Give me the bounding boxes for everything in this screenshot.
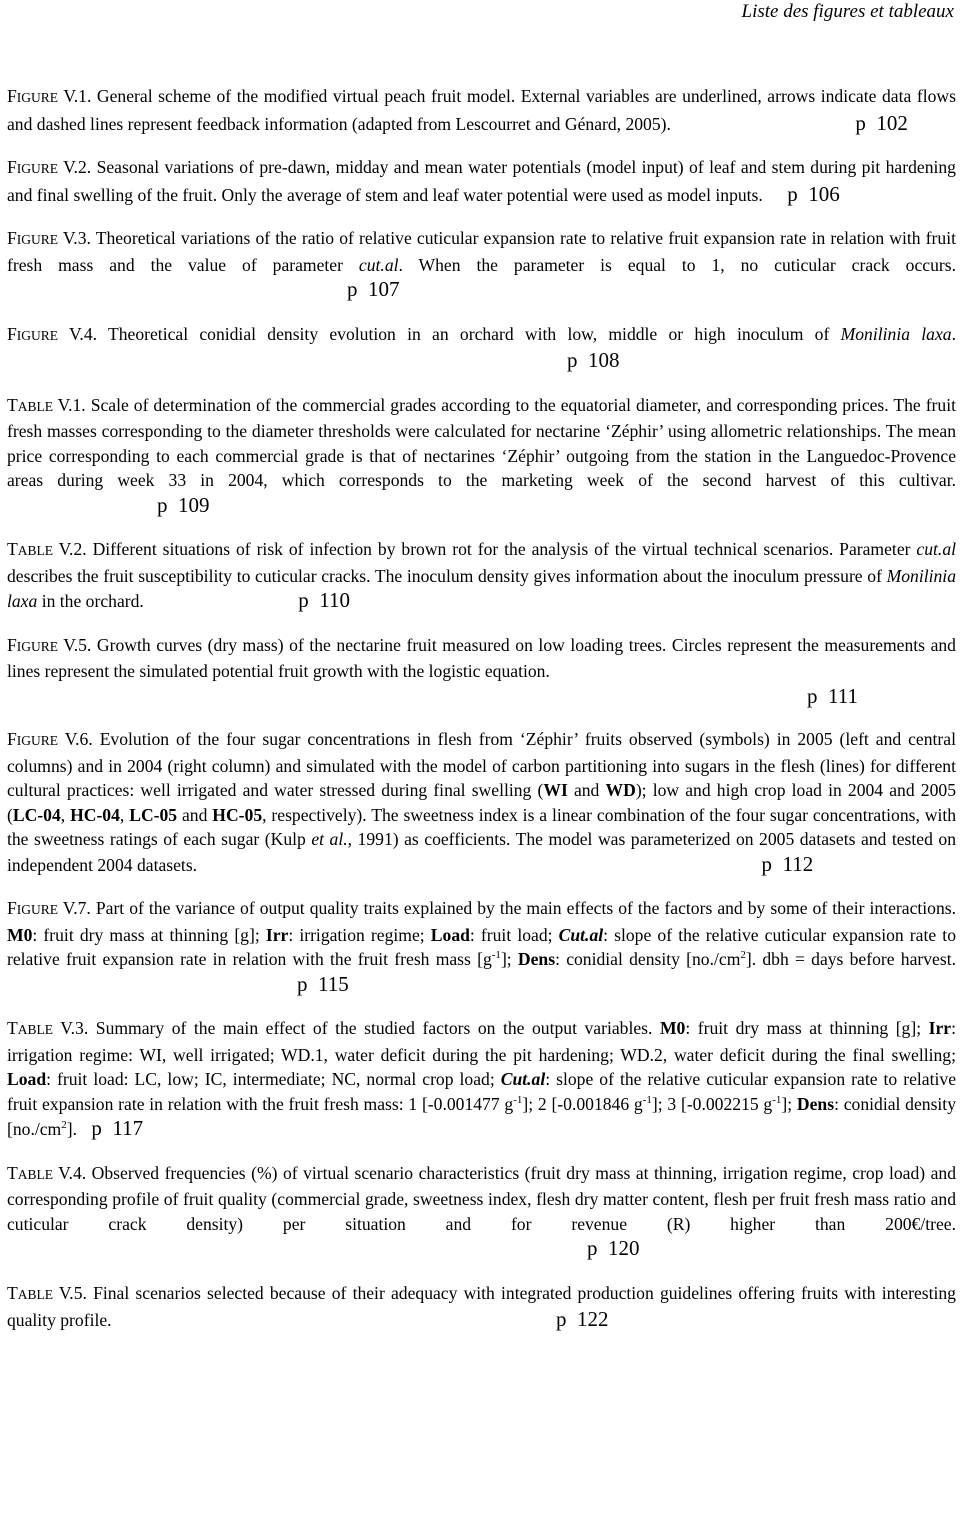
superscript: 2	[740, 949, 746, 962]
entry-caption: Evolution of the four sugar concentrations in flesh from ‘Zéphir’ fruits observed (symbols) in 2005 (left and central columns) and in 2004 (right column) and simulated with the model of carbon partitioning into sugars in the flesh (lines) for different cultural practices: well irrigated and water stressed during final swelling (	[7, 729, 956, 800]
entry-number: V.7.	[62, 898, 91, 918]
list-item	[7, 1016, 956, 1142]
entry-number: V.5.	[58, 1282, 87, 1303]
entry-caption: ];	[781, 1093, 797, 1114]
entry-caption-bold: Load	[430, 924, 470, 945]
entry-caption-italic: Monilinia laxa	[7, 565, 956, 611]
entry-kind-rest: IGURE	[16, 232, 59, 247]
entry-kind-rest: IGURE	[16, 902, 59, 917]
entry-caption-bold: Irr	[265, 924, 289, 945]
entry-caption: and	[567, 780, 606, 800]
entry-caption: Seasonal variations of pre-dawn, midday and mean water potentials (model input) of leaf and stem during pit hardening and final swelling of the fruit. Only the average of stem and leaf water potential were used as model inputs.	[7, 157, 956, 205]
entry-number: V.6.	[64, 729, 93, 749]
entry-caption-bold: LC-05	[129, 804, 178, 825]
entry-caption: Summary of the main effect of the studied factors on the output variables.	[95, 1018, 660, 1038]
entry-caption-bold: M0	[659, 1018, 686, 1038]
entry-kind-rest: IGURE	[16, 161, 59, 176]
list-item	[7, 322, 956, 374]
entry-caption: ,	[60, 804, 71, 825]
entry-caption-bold: WD	[605, 780, 636, 800]
superscript: -1	[772, 1093, 782, 1106]
superscript: -1	[642, 1093, 652, 1106]
superscript: -1	[491, 949, 501, 962]
entry-kind-initial: T	[7, 1282, 18, 1303]
entry-kind-initial: F	[7, 157, 17, 177]
entry-caption-bold: Dens	[517, 949, 556, 969]
entry-caption: Growth curves (dry mass) of the nectarine fruit measured on low loading trees. Circles represent the measurements and lines represent the simulated potential fruit growth with the logistic equation.	[7, 634, 956, 681]
page-reference[interactable]: p 122	[555, 1307, 609, 1331]
entry-caption: ];	[500, 949, 518, 969]
entry-kind-initial: T	[7, 1018, 18, 1038]
entry-caption: . When the parameter is equal to 1, no cuticular crack occurs.	[398, 254, 956, 275]
entry-caption: in the orchard.	[41, 591, 144, 611]
entry-caption-bold: M0	[7, 924, 33, 945]
page-reference[interactable]: p 120	[587, 1236, 640, 1260]
entry-caption: : conidial density [no./cm	[555, 949, 741, 969]
list-item	[7, 537, 956, 614]
entry-caption: : irrigation regime: WI, well irrigated; WD.1, water deficit during the pit hardening; WD.2, water deficit during the final swelling;	[7, 1018, 956, 1065]
list-item	[7, 226, 956, 303]
superscript: -1	[513, 1093, 523, 1106]
entry-caption-bold: LC-04	[12, 804, 61, 825]
superscript: 2	[61, 1119, 67, 1132]
page-reference[interactable]: p 109	[157, 492, 210, 517]
entry-number: V.3.	[60, 1018, 89, 1038]
entry-caption: .	[951, 323, 956, 344]
entry-kind-initial: F	[7, 228, 17, 248]
entry-kind-rest: ABLE	[17, 398, 53, 414]
entry-caption: ); low and high crop load in 2004 and 2005 (	[7, 780, 956, 825]
entry-kind-initial: F	[7, 86, 17, 106]
page-header: Liste des figures et tableaux	[741, 1, 954, 22]
entry-caption: : slope of the relative cuticular expansion rate to relative fruit expansion rate in relation with the fruit fresh mass: 1 [-0.001477 g	[7, 1069, 956, 1114]
entry-number: V.5.	[63, 634, 92, 655]
page-reference[interactable]: p 106	[787, 181, 840, 206]
entry-kind-initial: T	[7, 539, 18, 559]
entry-number: V.1.	[57, 394, 86, 415]
list-item	[7, 727, 956, 877]
entry-number: V.4.	[58, 1162, 87, 1183]
entry-caption: : fruit load;	[469, 924, 559, 945]
entry-number: V.2.	[58, 539, 87, 559]
entry-caption: ]; 2 [-0.001846 g	[522, 1093, 643, 1114]
entry-caption-italic: et al.	[311, 829, 348, 849]
list-item	[7, 633, 956, 709]
entry-caption-italic: cut.al	[358, 254, 399, 275]
page-reference[interactable]: p 102	[855, 110, 908, 135]
page-reference[interactable]: p 107	[347, 277, 400, 301]
entry-kind-rest: IGURE	[16, 638, 59, 654]
entry-caption-bold: Irr	[928, 1018, 952, 1038]
page-reference[interactable]: p 117	[91, 1116, 144, 1140]
entry-caption: ]; 3 [-0.002215 g	[651, 1093, 773, 1114]
entry-number: V.3.	[62, 228, 91, 248]
page-reference[interactable]: p 110	[298, 588, 350, 612]
entry-caption: ].	[66, 1119, 77, 1139]
page-reference[interactable]: p 111	[807, 683, 858, 708]
list-item	[7, 393, 956, 519]
entry-caption: Part of the variance of output quality traits explained by the main effects of the factors and by some of their interactions.	[95, 898, 956, 918]
entry-kind-rest: IGURE	[16, 733, 59, 748]
entry-caption-bold-italic: Cut.al	[500, 1069, 546, 1089]
entry-caption-bold: Dens	[796, 1093, 835, 1114]
entry-caption-bold: Load	[7, 1069, 47, 1089]
entry-caption: Scale of determination of the commercial grades according to the equatorial diameter, and corresponding prices. The fruit fresh masses corresponding to the diameter thresholds were calculated for nectarine ‘Zéphir’ using allometric relationships. The mean price corresponding to each commercial grade is that of nectarines ‘Zéphir’ outgoing from the station in the Languedoc-Provence areas during week 33 in 2004, which corresponds to the marketing week of the second harvest of this cultivar.	[7, 394, 956, 490]
entry-kind-initial: F	[7, 898, 17, 918]
entry-caption-bold-italic: Cut.al	[558, 924, 604, 945]
entry-number: V.2.	[63, 157, 92, 177]
entry-caption-bold: HC-05	[212, 804, 263, 825]
entry-caption: , 1991) as coefficients. The model was parameterized on 2005 datasets and tested on independent 2004 datasets.	[7, 829, 956, 875]
entry-caption: : fruit dry mass at thinning [g];	[685, 1018, 929, 1038]
entry-caption: ,	[119, 804, 130, 825]
list-of-figures-and-tables	[7, 84, 956, 1352]
entry-kind-initial: T	[7, 394, 18, 415]
entry-caption: Final scenarios selected because of their adequacy with integrated production guidelines offering fruits with interesting quality profile.	[7, 1282, 956, 1330]
entry-kind-rest: ABLE	[17, 1166, 53, 1182]
page-reference[interactable]: p 108	[567, 348, 620, 372]
page-reference[interactable]: p 112	[761, 851, 814, 876]
entry-caption-italic: Monilinia laxa	[840, 323, 952, 344]
entry-kind-initial: F	[7, 729, 17, 749]
page-reference[interactable]: p 115	[297, 971, 349, 996]
entry-caption: ]. dbh = days before harvest.	[745, 949, 956, 969]
entry-caption: : slope of the relative cuticular expansion rate to relative fruit expansion rate in relation with the fruit fresh mass [g	[7, 924, 956, 969]
entry-kind-rest: IGURE	[16, 327, 59, 343]
entry-caption: Observed frequencies (%) of virtual scenario characteristics (fruit dry mass at thinning, irrigation regime, crop load) and corresponding profile of fruit quality (commercial grade, sweetness index, flesh dry matter content, flesh per fruit fresh mass ratio and cuticular crack density) per situation and for revenue (R) higher than 200€/tree.	[7, 1162, 956, 1234]
entry-caption: Different situations of risk of infection by brown rot for the analysis of the virtual technical scenarios. Parameter	[92, 539, 911, 559]
list-item	[7, 1161, 956, 1262]
entry-kind-rest: ABLE	[17, 1022, 53, 1037]
entry-caption: : fruit load: LC, low; IC, intermediate; NC, normal crop load;	[46, 1069, 501, 1089]
entry-caption: describes the fruit susceptibility to cuticular cracks. The inoculum density gives information about the inoculum pressure of	[7, 565, 882, 586]
list-item	[7, 155, 956, 207]
entry-kind-rest: ABLE	[17, 543, 53, 558]
entry-kind-initial: T	[7, 1162, 18, 1183]
entry-kind-rest: IGURE	[16, 90, 59, 105]
list-item	[7, 84, 956, 136]
entry-caption: General scheme of the modified virtual peach fruit model. External variables are underlined, arrows indicate data flows and dashed lines represent feedback information (adapted from Lescourret and Génard, 2005).	[7, 86, 956, 134]
entry-caption: : conidial density [no./cm	[7, 1093, 956, 1139]
entry-caption: , respectively). The sweetness index is a linear combination of the four sugar concentrations, with the sweetness ratings of each sugar (Kulp	[7, 804, 957, 849]
entry-caption: Theoretical conidial density evolution in an orchard with low, middle or high inoculum of	[107, 323, 830, 344]
entry-number: V.4.	[69, 323, 98, 344]
list-item	[7, 1281, 956, 1333]
entry-kind-initial: F	[7, 323, 17, 344]
entry-kind-initial: F	[7, 634, 17, 655]
entry-number: V.1.	[63, 86, 92, 106]
entry-caption-italic: cut.al	[916, 539, 956, 559]
entry-caption: and	[177, 804, 213, 825]
entry-caption: : irrigation regime;	[288, 924, 431, 945]
entry-caption: : fruit dry mass at thinning [g];	[32, 924, 266, 945]
entry-caption-bold: HC-04	[70, 804, 120, 825]
entry-caption: Theoretical variations of the ratio of relative cuticular expansion rate to relative fruit expansion rate in relation with fruit fresh mass and the value of parameter	[7, 228, 956, 275]
entry-kind-rest: ABLE	[17, 1286, 53, 1302]
entry-caption-bold: WI	[543, 780, 568, 800]
list-item	[7, 896, 956, 997]
